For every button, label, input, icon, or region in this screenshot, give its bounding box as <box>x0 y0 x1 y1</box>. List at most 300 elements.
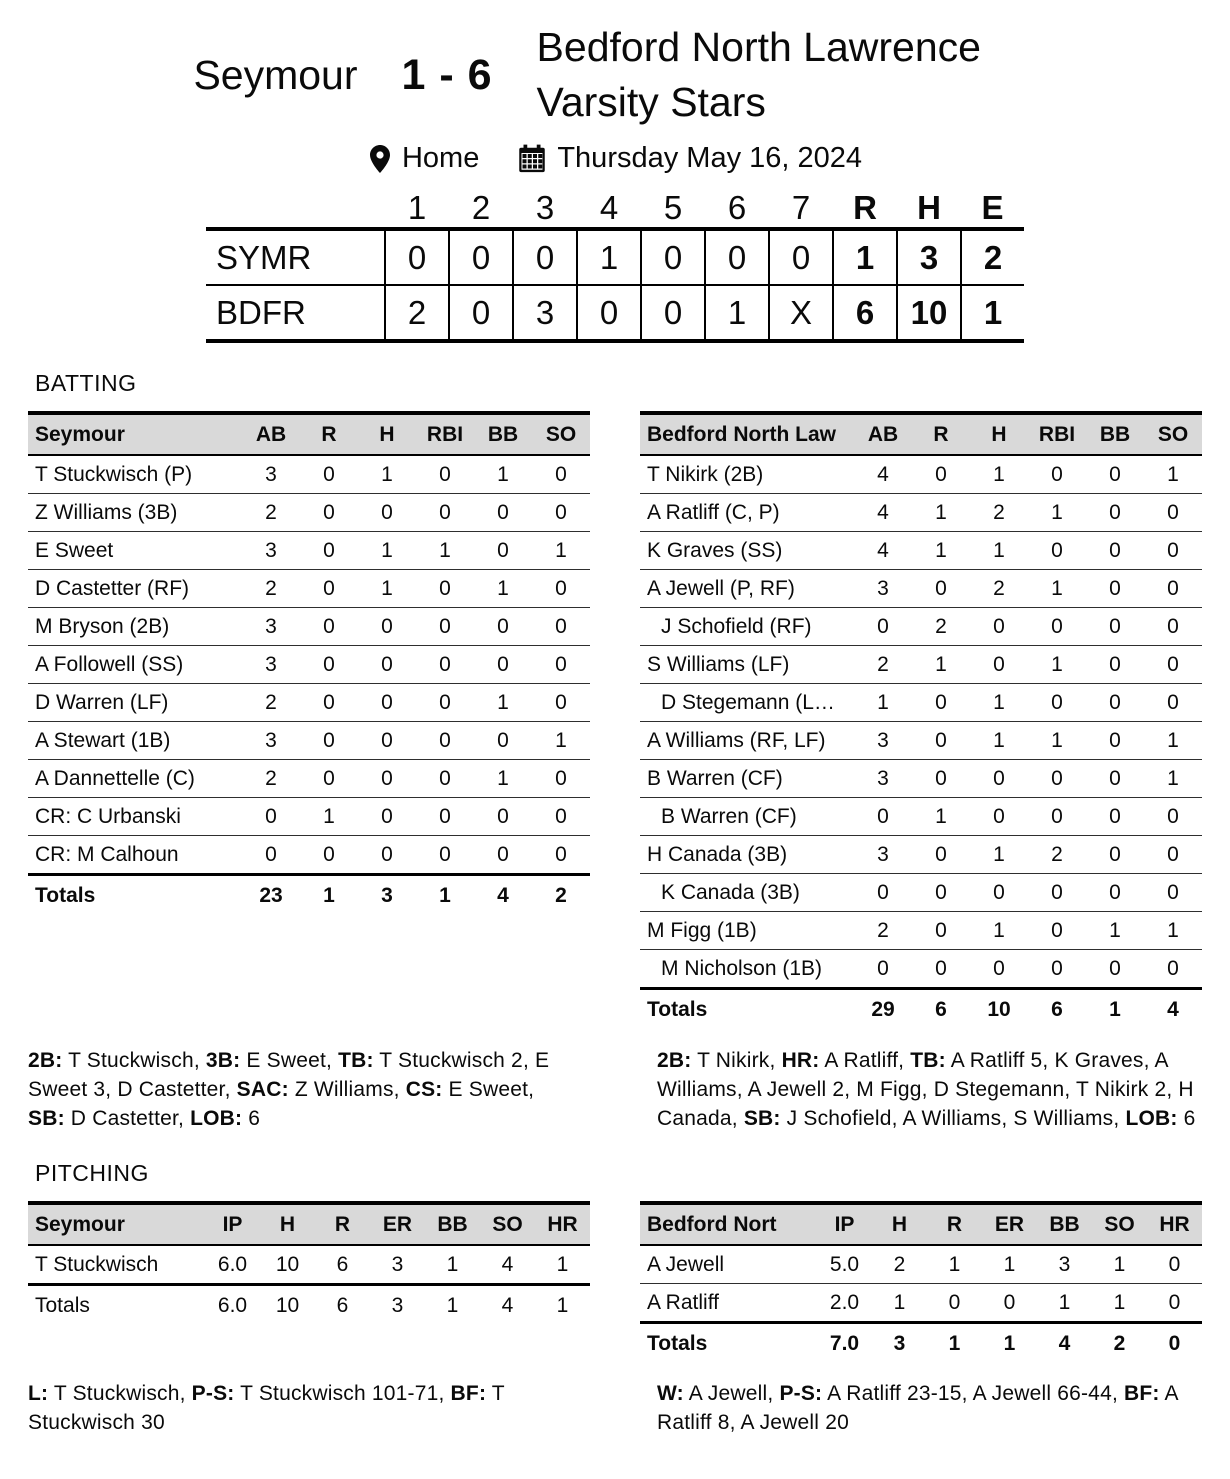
stat-cell: 0 <box>1147 1245 1202 1284</box>
player-name: A Stewart (1B) <box>28 722 242 760</box>
inning-score-cell: 0 <box>577 285 641 341</box>
stat-cell: 1 <box>474 760 532 798</box>
player-name: A Dannettelle (C) <box>28 760 242 798</box>
stat-cell: 0 <box>532 570 590 608</box>
stat-cell: 0 <box>358 646 416 684</box>
stat-cell: 3 <box>854 760 912 798</box>
stat-cell: 0 <box>300 532 358 570</box>
column-header: SO <box>480 1203 535 1245</box>
line-score-header-row <box>206 189 1024 229</box>
stat-cell: 1 <box>970 836 1028 874</box>
pitching-table-home <box>640 1201 1202 1363</box>
stat-cell: 1 <box>872 1284 927 1323</box>
totals-stat-cell: 1 <box>535 1285 590 1326</box>
stat-cell: 0 <box>416 570 474 608</box>
home-pitching-notes <box>657 1379 1202 1437</box>
stat-cell: 1 <box>1028 722 1086 760</box>
stat-cell: 0 <box>854 950 912 989</box>
home-pitching-table <box>640 1201 1202 1363</box>
stat-cell: 1 <box>912 494 970 532</box>
stat-cell: 0 <box>1086 798 1144 836</box>
stat-cell: 0 <box>416 494 474 532</box>
stat-cell: 1 <box>532 532 590 570</box>
stat-cell: 1 <box>300 798 358 836</box>
player-name: M Bryson (2B) <box>28 608 242 646</box>
batting-row <box>640 722 1202 760</box>
totals-label: Totals <box>28 875 242 916</box>
note-label: SB: <box>28 1107 65 1130</box>
inning-header: 2 <box>471 189 491 226</box>
stat-cell: 0 <box>1144 836 1202 874</box>
stat-cell: 0 <box>300 494 358 532</box>
stat-cell: 0 <box>358 494 416 532</box>
game-header <box>0 0 1230 130</box>
stat-cell: 1 <box>982 1245 1037 1284</box>
totals-stat-cell: 4 <box>1037 1323 1092 1364</box>
stat-cell: 0 <box>1144 532 1202 570</box>
note-text: Z Williams, <box>288 1078 406 1101</box>
stat-cell: 3 <box>854 722 912 760</box>
pitching-row <box>640 1245 1202 1284</box>
batting-row <box>28 722 590 760</box>
stat-cell: 0 <box>358 684 416 722</box>
stat-cell: 0 <box>474 608 532 646</box>
note-text: T Nikirk, <box>691 1049 782 1072</box>
line-score-row <box>206 229 1024 285</box>
stat-cell: 0 <box>1086 532 1144 570</box>
summary-header: R <box>853 189 877 226</box>
stat-cell: 0 <box>416 684 474 722</box>
batting-row <box>640 912 1202 950</box>
stat-cell: 6 <box>315 1245 370 1285</box>
stat-cell: 0 <box>532 836 590 875</box>
inning-score-cell: 1 <box>705 285 769 341</box>
inning-header: 1 <box>407 189 427 226</box>
stat-cell: 1 <box>1028 494 1086 532</box>
stat-cell: 0 <box>358 608 416 646</box>
note-text: A Ratliff, <box>819 1049 911 1072</box>
note-text: E Sweet, <box>240 1049 339 1072</box>
stat-cell: 0 <box>912 722 970 760</box>
totals-stat-cell: 1 <box>416 875 474 916</box>
player-name: T Stuckwisch (P) <box>28 455 242 494</box>
stat-cell: 0 <box>1086 874 1144 912</box>
stat-cell: 0 <box>1086 646 1144 684</box>
stat-cell: 0 <box>300 570 358 608</box>
batting-row <box>28 608 590 646</box>
stat-cell: 0 <box>1028 798 1086 836</box>
note-text: A Ratliff 23-15, A Jewell 66-44, <box>822 1382 1125 1405</box>
batting-row <box>640 874 1202 912</box>
column-header: R <box>315 1203 370 1245</box>
column-header: RBI <box>416 413 474 455</box>
player-name: A Ratliff (C, P) <box>640 494 854 532</box>
stat-cell: 0 <box>970 798 1028 836</box>
column-header: H <box>260 1203 315 1245</box>
batting-row <box>640 836 1202 874</box>
column-header: BB <box>474 413 532 455</box>
stat-cell: 0 <box>300 608 358 646</box>
home-batting-notes <box>657 1046 1202 1133</box>
inning-header: 7 <box>791 189 811 226</box>
batting-row <box>28 836 590 875</box>
away-team-name: Seymour <box>193 51 358 98</box>
inning-score-cell: 0 <box>641 285 705 341</box>
totals-stat-cell: 0 <box>1147 1323 1202 1364</box>
totals-stat-cell: 1 <box>927 1323 982 1364</box>
stat-cell: 3 <box>854 836 912 874</box>
column-header: AB <box>242 413 300 455</box>
player-name: CR: C Urbanski <box>28 798 242 836</box>
note-label: TB: <box>910 1049 946 1072</box>
stat-cell: 0 <box>1028 912 1086 950</box>
stat-cell: 0 <box>532 646 590 684</box>
player-name: A Jewell (P, RF) <box>640 570 854 608</box>
inning-score-cell: 0 <box>705 229 769 285</box>
inning-score-cell: 0 <box>769 229 833 285</box>
summary-score-cell: 2 <box>961 229 1024 285</box>
note-text: A Ratliff 8, A Jewell 20 <box>657 1382 1178 1434</box>
totals-stat-cell: 4 <box>480 1285 535 1326</box>
batting-table-away <box>28 411 590 915</box>
column-header: SO <box>1092 1203 1147 1245</box>
stat-cell: 0 <box>1144 684 1202 722</box>
stat-cell: 1 <box>358 532 416 570</box>
summary-score-cell: 6 <box>833 285 897 341</box>
totals-stat-cell: 10 <box>970 989 1028 1030</box>
batting-row <box>640 570 1202 608</box>
stat-cell: 0 <box>242 798 300 836</box>
batting-row <box>28 684 590 722</box>
totals-stat-cell: 3 <box>872 1323 927 1364</box>
stat-cell: 0 <box>532 760 590 798</box>
stat-cell: 1 <box>358 455 416 494</box>
stat-cell: 0 <box>416 722 474 760</box>
batting-row <box>28 532 590 570</box>
pitching-notes-row <box>0 1379 1230 1437</box>
batting-row <box>28 760 590 798</box>
home-team-name: Bedford North Lawrence Varsity Stars <box>536 24 981 125</box>
column-header: ER <box>982 1203 1037 1245</box>
summary-score-cell: 3 <box>897 229 961 285</box>
column-header: HR <box>535 1203 590 1245</box>
column-header: H <box>970 413 1028 455</box>
note-label: W: <box>657 1382 684 1405</box>
stat-header-row <box>640 413 1202 455</box>
player-name: K Canada (3B) <box>640 874 854 912</box>
stat-cell: 0 <box>1028 608 1086 646</box>
stat-cell: 0 <box>242 836 300 875</box>
totals-stat-cell: 10 <box>260 1285 315 1326</box>
stat-cell: 1 <box>927 1245 982 1284</box>
inning-score-cell: 3 <box>513 285 577 341</box>
stat-cell: 2 <box>854 912 912 950</box>
note-text: A Jewell, <box>683 1382 780 1405</box>
team-header: Bedford Nort <box>640 1203 817 1245</box>
stat-cell: 0 <box>1144 608 1202 646</box>
stat-cell: 0 <box>358 836 416 875</box>
pitching-table-away <box>28 1201 590 1325</box>
note-label: 2B: <box>657 1049 692 1072</box>
stat-cell: 0 <box>532 494 590 532</box>
stat-cell: 0 <box>1086 760 1144 798</box>
totals-label: Totals <box>640 1323 817 1364</box>
stat-cell: 0 <box>416 836 474 875</box>
stat-cell: 0 <box>912 836 970 874</box>
player-name: B Warren (CF) <box>640 798 854 836</box>
stat-cell: 1 <box>474 570 532 608</box>
stat-cell: 0 <box>532 455 590 494</box>
batting-tables-row <box>0 411 1230 1029</box>
inning-score-cell: 0 <box>513 229 577 285</box>
batting-row <box>28 494 590 532</box>
player-name: H Canada (3B) <box>640 836 854 874</box>
stat-cell: 0 <box>912 570 970 608</box>
stat-cell: 2 <box>970 494 1028 532</box>
inning-score-cell: 1 <box>577 229 641 285</box>
stat-cell: 1 <box>1086 912 1144 950</box>
summary-header: H <box>917 189 941 226</box>
stat-cell: 0 <box>358 760 416 798</box>
note-label: BF: <box>450 1382 487 1405</box>
stat-cell: 10 <box>260 1245 315 1285</box>
stat-cell: 3 <box>242 532 300 570</box>
game-score: 1 - 6 <box>401 50 493 99</box>
team-abbreviation: BDFR <box>206 285 385 341</box>
batting-row <box>28 455 590 494</box>
totals-stat-cell: 6 <box>912 989 970 1030</box>
stat-cell: 0 <box>1086 455 1144 494</box>
pitching-tables-row <box>0 1201 1230 1363</box>
stat-cell: 0 <box>416 608 474 646</box>
stat-cell: 4 <box>854 455 912 494</box>
stat-cell: 1 <box>474 455 532 494</box>
stat-cell: 0 <box>970 608 1028 646</box>
stat-cell: 1 <box>854 684 912 722</box>
stat-cell: 1 <box>474 684 532 722</box>
stat-cell: 2 <box>242 684 300 722</box>
note-text: T Stuckwisch 30 <box>28 1382 505 1434</box>
stat-header-row <box>28 1203 590 1245</box>
date-label: Thursday May 16, 2024 <box>557 142 863 174</box>
line-score-row <box>206 285 1024 341</box>
stat-cell: 0 <box>1028 684 1086 722</box>
note-label: HR: <box>781 1049 820 1072</box>
column-header: AB <box>854 413 912 455</box>
totals-stat-cell: 1 <box>425 1285 480 1326</box>
stat-cell: 0 <box>912 455 970 494</box>
calendar-icon <box>517 144 547 174</box>
player-name: A Followell (SS) <box>28 646 242 684</box>
note-label: TB: <box>338 1049 374 1072</box>
stat-cell: 0 <box>970 760 1028 798</box>
stat-cell: 1 <box>535 1245 590 1285</box>
note-label: SB: <box>743 1107 781 1130</box>
stat-cell: 2 <box>1028 836 1086 874</box>
stat-cell: 0 <box>1144 570 1202 608</box>
stat-cell: 1 <box>970 722 1028 760</box>
note-text: T Stuckwisch 101-71, <box>234 1382 451 1405</box>
note-text: A Ratliff 5, K Graves, A Williams, A Jewell 2, M Figg, D Stegemann, T Nikirk 2, H Canada, <box>657 1049 1194 1130</box>
totals-stat-cell: 4 <box>1144 989 1202 1030</box>
team-abbreviation: SYMR <box>206 229 385 285</box>
stat-cell: 0 <box>416 798 474 836</box>
stat-cell: 0 <box>1086 722 1144 760</box>
stat-cell: 0 <box>474 646 532 684</box>
column-header: SO <box>532 413 590 455</box>
stat-cell: 0 <box>474 798 532 836</box>
stat-cell: 0 <box>358 722 416 760</box>
stat-cell: 0 <box>300 684 358 722</box>
summary-header: E <box>981 189 1004 226</box>
stat-cell: 0 <box>1086 684 1144 722</box>
stat-cell: 5.0 <box>817 1245 872 1284</box>
note-label: P-S: <box>191 1382 235 1405</box>
stat-cell: 3 <box>242 722 300 760</box>
stat-cell: 0 <box>474 722 532 760</box>
column-header: IP <box>205 1203 260 1245</box>
column-header: R <box>300 413 358 455</box>
stat-cell: 0 <box>1086 836 1144 874</box>
stat-cell: 2 <box>872 1245 927 1284</box>
totals-stat-cell: 3 <box>370 1285 425 1326</box>
stat-cell: 0 <box>1086 608 1144 646</box>
pitching-section-label: PITCHING <box>35 1160 149 1186</box>
batting-row <box>640 455 1202 494</box>
player-name: A Williams (RF, LF) <box>640 722 854 760</box>
player-name: E Sweet <box>28 532 242 570</box>
totals-stat-cell: 7.0 <box>817 1323 872 1364</box>
stat-cell: 3 <box>242 646 300 684</box>
note-label: L: <box>28 1382 49 1405</box>
inning-header: 3 <box>535 189 555 226</box>
stat-cell: 0 <box>970 646 1028 684</box>
player-name: M Figg (1B) <box>640 912 854 950</box>
stat-cell: 4 <box>480 1245 535 1285</box>
column-header: HR <box>1147 1203 1202 1245</box>
stat-cell: 0 <box>474 532 532 570</box>
inning-header: 4 <box>599 189 619 226</box>
stat-cell: 1 <box>912 646 970 684</box>
player-name: D Stegemann (L… <box>640 684 854 722</box>
stat-cell: 2 <box>242 494 300 532</box>
note-text: 6 <box>242 1107 261 1130</box>
totals-stat-cell: 1 <box>982 1323 1037 1364</box>
totals-label: Totals <box>28 1285 205 1326</box>
note-label: 2B: <box>28 1049 63 1072</box>
column-header: IP <box>817 1203 872 1245</box>
player-name: CR: M Calhoun <box>28 836 242 875</box>
note-label: 3B: <box>205 1049 241 1072</box>
totals-stat-cell: 6 <box>315 1285 370 1326</box>
totals-stat-cell: 1 <box>300 875 358 916</box>
stat-cell: 2 <box>242 570 300 608</box>
stat-cell: 4 <box>854 494 912 532</box>
totals-stat-cell: 2 <box>532 875 590 916</box>
totals-stat-cell: 1 <box>1086 989 1144 1030</box>
stat-cell: 0 <box>358 798 416 836</box>
stat-cell: 0 <box>1144 798 1202 836</box>
note-text: T Stuckwisch 2, E Sweet 3, D Castetter, <box>28 1049 550 1101</box>
totals-stat-cell: 23 <box>242 875 300 916</box>
location-pin-icon <box>368 144 392 174</box>
pitching-row <box>640 1284 1202 1323</box>
inning-header: 6 <box>727 189 747 226</box>
stat-cell: 0 <box>300 455 358 494</box>
stat-cell: 0 <box>532 608 590 646</box>
stat-cell: 1 <box>1144 455 1202 494</box>
stat-cell: 0 <box>912 684 970 722</box>
stat-cell: 1 <box>970 455 1028 494</box>
player-name: M Nicholson (1B) <box>640 950 854 989</box>
batting-row <box>640 950 1202 989</box>
stat-cell: 0 <box>1086 570 1144 608</box>
stat-cell: 1 <box>912 798 970 836</box>
inning-score-cell: 0 <box>449 229 513 285</box>
totals-stat-cell: 2 <box>1092 1323 1147 1364</box>
stat-cell: 2 <box>854 646 912 684</box>
player-name: B Warren (CF) <box>640 760 854 798</box>
stat-cell: 3 <box>370 1245 425 1285</box>
line-score-table <box>206 189 1024 343</box>
team-header: Bedford North Law <box>640 413 854 455</box>
stat-cell: 0 <box>1028 874 1086 912</box>
batting-row <box>28 798 590 836</box>
stat-cell: 0 <box>474 836 532 875</box>
stat-cell: 1 <box>912 532 970 570</box>
away-pitching-notes <box>28 1379 573 1437</box>
batting-row <box>640 684 1202 722</box>
totals-stat-cell: 6 <box>1028 989 1086 1030</box>
stat-cell: 0 <box>854 798 912 836</box>
stat-cell: 0 <box>1144 874 1202 912</box>
stat-cell: 0 <box>300 722 358 760</box>
note-text: T Stuckwisch, <box>62 1049 206 1072</box>
stat-cell: 1 <box>425 1245 480 1285</box>
totals-row <box>640 1323 1202 1364</box>
stat-cell: 3 <box>242 608 300 646</box>
column-header: R <box>912 413 970 455</box>
column-header: BB <box>1086 413 1144 455</box>
stat-cell: 2 <box>242 760 300 798</box>
summary-score-cell: 1 <box>833 229 897 285</box>
stat-cell: 0 <box>300 836 358 875</box>
stat-cell: 3 <box>854 570 912 608</box>
totals-row <box>28 1285 590 1326</box>
stat-cell: 0 <box>1086 950 1144 989</box>
stat-cell: 0 <box>1147 1284 1202 1323</box>
stat-cell: 1 <box>1037 1284 1092 1323</box>
note-label: P-S: <box>779 1382 823 1405</box>
batting-table-home <box>640 411 1202 1029</box>
column-header: SO <box>1144 413 1202 455</box>
batting-row <box>640 760 1202 798</box>
stat-cell: 0 <box>416 455 474 494</box>
column-header: RBI <box>1028 413 1086 455</box>
player-name: A Ratliff <box>640 1284 817 1323</box>
batting-section-label: BATTING <box>35 370 137 396</box>
column-header: BB <box>425 1203 480 1245</box>
stat-cell: 0 <box>1086 494 1144 532</box>
inning-score-cell: 2 <box>385 285 449 341</box>
column-header: R <box>927 1203 982 1245</box>
location-label: Home <box>401 142 480 174</box>
stat-cell: 1 <box>1028 570 1086 608</box>
stat-cell: 0 <box>970 950 1028 989</box>
stat-cell: 0 <box>927 1284 982 1323</box>
stat-cell: 0 <box>300 760 358 798</box>
stat-cell: 1 <box>1092 1284 1147 1323</box>
